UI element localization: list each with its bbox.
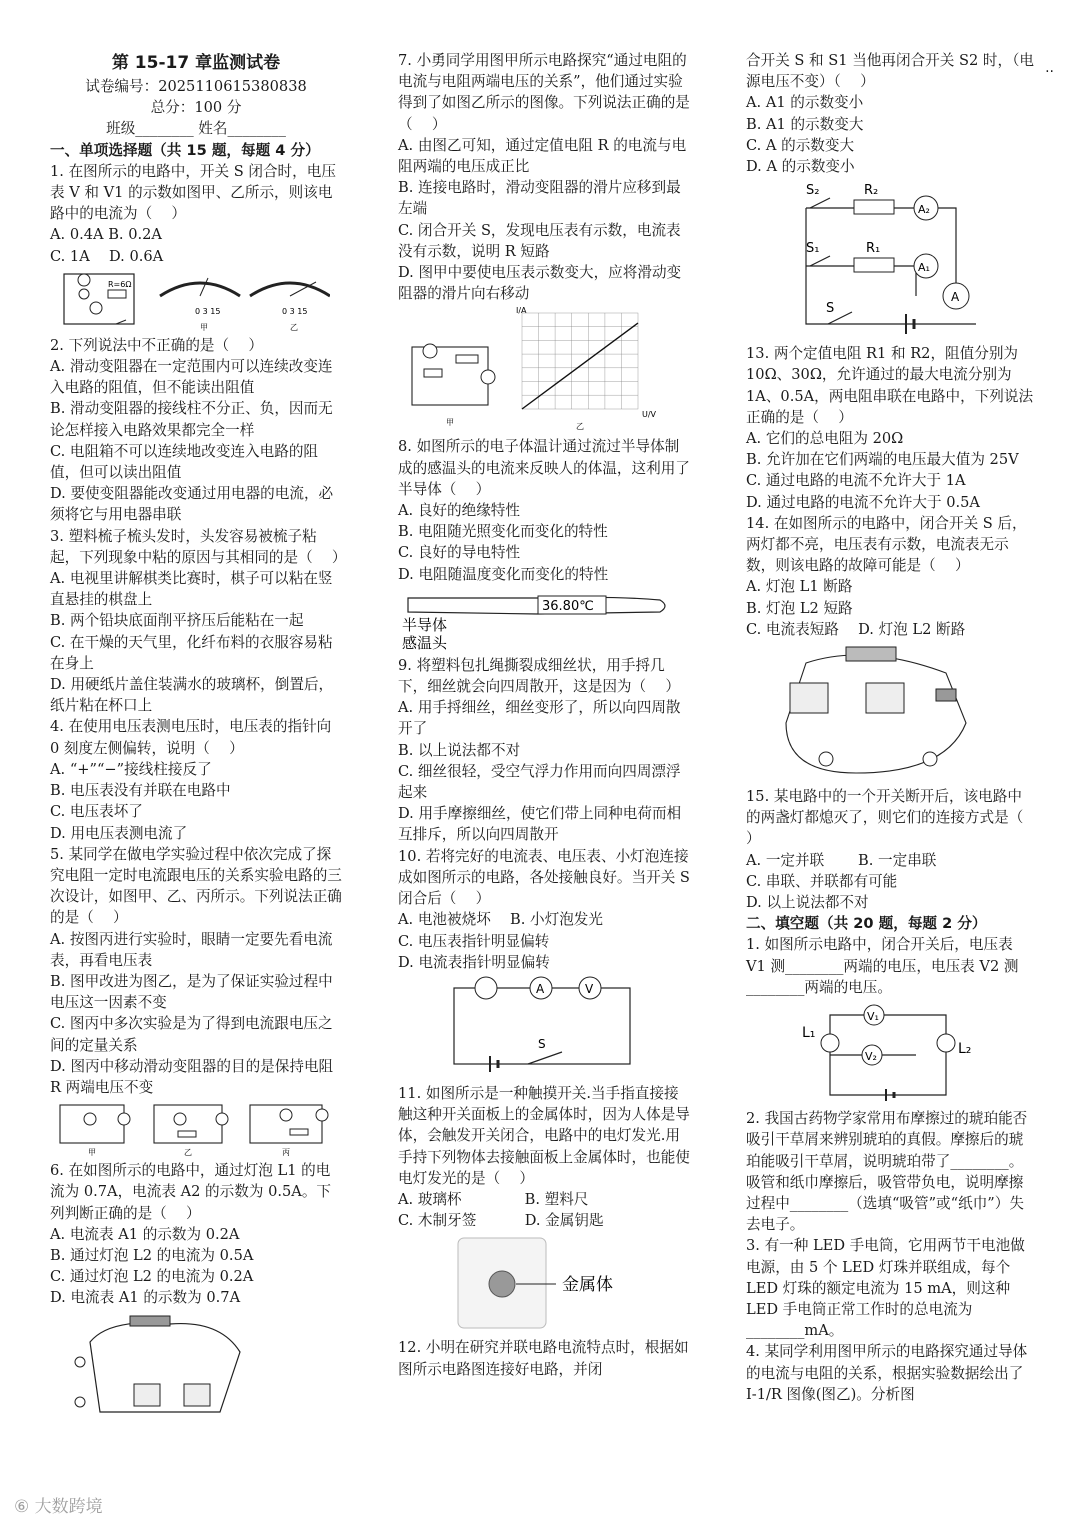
page-corner-mark: ·· bbox=[1045, 64, 1054, 80]
option-line: D. 电流表 A1 的示数为 0.7A bbox=[50, 1289, 241, 1307]
total-score: 总分：100 分 bbox=[150, 99, 242, 117]
svg-text:A₁: A₁ bbox=[918, 261, 930, 275]
question-stem: 4. 某同学利用图甲所示的电路探究通过导体的电流与电阻的关系，根据实验数据绘出了 I-1/R 图像(图乙)。分析图 bbox=[746, 1343, 1028, 1403]
question-4 bbox=[50, 716, 342, 843]
option-line: D. 通过电路的电流不允许大于 0.5A bbox=[746, 493, 980, 511]
svg-text:L₁: L₁ bbox=[802, 1025, 816, 1042]
fig-label-jia: 甲 bbox=[200, 322, 208, 332]
section-heading-1: 一、单项选择题（共 15 题，每题 4 分） bbox=[50, 141, 320, 159]
lamp-l2-icon bbox=[75, 1397, 85, 1407]
question-3 bbox=[50, 526, 347, 717]
svg-text:R₁: R₁ bbox=[866, 241, 881, 257]
svg-text:36.80℃: 36.80℃ bbox=[542, 598, 594, 614]
touch-switch-figure bbox=[398, 1234, 678, 1334]
question-stem: 1. 如图所示电路中，闭合开关后，电压表 V1 测________两端的电压，电压表 V2 测________两端的电压。 bbox=[746, 936, 1019, 996]
option-line: C. 在干燥的天气里，化纤布料的衣服容易粘在身上 bbox=[50, 633, 333, 672]
svg-text:甲: 甲 bbox=[446, 418, 454, 428]
voltmeter-icon bbox=[423, 344, 437, 358]
lamp-l1-icon bbox=[819, 752, 833, 766]
option-line: B. 允许加在它们两端的电压最大值为 25V bbox=[746, 451, 1019, 469]
voltmeter-icon bbox=[174, 1113, 186, 1125]
option-line: A. 0.4A B. 0.2A bbox=[50, 226, 162, 244]
question-13 bbox=[746, 343, 1036, 513]
question-stem: 3. 有一种 LED 手电筒，它用两节干电池做电源，由 5 个 LED 灯珠并联组成，每个 LED 灯珠的额定电流为 15 mA，则这种 LED 手电筒正常工作时的总电流为________mA。 bbox=[746, 1237, 1025, 1340]
question-stem: 合开关 S 和 S1 当他再闭合开关 S2 时，（电源电压不变）（ ） bbox=[746, 52, 1035, 91]
iu-line bbox=[522, 323, 638, 409]
ammeter-icon bbox=[118, 1113, 130, 1125]
ammeter-icon bbox=[316, 1109, 328, 1121]
svg-text:半导体: 半导体 bbox=[402, 615, 448, 634]
svg-text:乙: 乙 bbox=[576, 422, 584, 432]
option-line: C. 电流表短路 D. 灯泡 L2 断路 bbox=[746, 620, 966, 638]
fill-1 bbox=[746, 934, 1036, 998]
option-line: B. 连接电路时，滑动变阻器的滑片应移到最左端 bbox=[398, 179, 681, 218]
option-line: A. 滑动变阻器在一定范围内可以连续改变连入电路的阻值，但不能读出阻值 bbox=[50, 358, 333, 397]
iu-graph bbox=[522, 313, 638, 409]
svg-text:A: A bbox=[951, 290, 960, 305]
thermometer-figure bbox=[398, 588, 678, 652]
question-10 bbox=[398, 846, 690, 973]
lamp-icon bbox=[475, 977, 497, 999]
svg-text:A₂: A₂ bbox=[918, 203, 930, 217]
svg-text:甲: 甲 bbox=[88, 1148, 96, 1158]
option-line: A. 玻璃杯 B. 塑料尺 bbox=[398, 1190, 589, 1208]
option-line: C. 细丝很轻，受空气浮力作用而向四周漂浮起来 bbox=[398, 762, 681, 802]
option-line: C. 通过灯泡 L2 的电流为 0.2A bbox=[50, 1268, 254, 1286]
q5-figure bbox=[50, 1101, 330, 1157]
question-stem: 12. 小明在研究并联电路电流特点时，根据如图所示电路图连接好电路，并闭 bbox=[398, 1339, 689, 1378]
lamp-icon bbox=[79, 289, 89, 299]
option-line: B. 电阻随光照变化而变化的特性 bbox=[398, 523, 608, 541]
question-12-cont bbox=[746, 50, 1036, 177]
q14-circuit-photo bbox=[746, 643, 986, 783]
question-12 bbox=[398, 1337, 690, 1379]
option-line: C. 电阻箱不可以连续地改变连入电路的阻值，但可以读出阻值 bbox=[50, 442, 319, 482]
option-line: A. 灯泡 L1 断路 bbox=[746, 578, 853, 596]
question-6 bbox=[50, 1160, 342, 1308]
q7-figure bbox=[398, 307, 688, 433]
option-line: D. 用硬纸片盖住装满水的玻璃杯，倒置后，纸片粘在杯口上 bbox=[50, 676, 334, 715]
voltmeter-icon bbox=[84, 1113, 96, 1125]
svg-text:S: S bbox=[538, 1036, 546, 1051]
option-line: D. A 的示数变小 bbox=[746, 158, 855, 176]
svg-text:0 3 15: 0 3 15 bbox=[282, 306, 308, 316]
fill1-circuit bbox=[746, 1001, 986, 1105]
option-line: D. 要使变阻器能改变通过用电器的电流，必须将它与用电器串联 bbox=[50, 485, 334, 524]
option-line: B. 灯泡 L2 短路 bbox=[746, 599, 853, 617]
question-stem: 2. 我国古药物学家常用布摩擦过的琥珀能否吸引干草屑来辨别琥珀的真假。摩擦后的琥珀能吸引干草屑，说明琥珀带了________。吸管和纸巾摩擦后，吸管带负电，说明摩擦过程中________（选填“吸管”或“纸巾”）失去电子。 bbox=[746, 1110, 1028, 1234]
column-3 bbox=[746, 50, 1043, 1405]
option-line: D. 电流表指针明显偏转 bbox=[398, 953, 550, 971]
option-line: B. 两个铅块底面削平挤压后能粘在一起 bbox=[50, 612, 304, 630]
option-line: C. 电压表指针明显偏转 bbox=[398, 932, 550, 950]
voltmeter-v1-icon bbox=[78, 274, 90, 286]
svg-text:I/A: I/A bbox=[516, 307, 527, 316]
lamp-l2-icon bbox=[923, 752, 937, 766]
question-stem: 5. 某同学在做电学实验过程中依次完成了探究电阻一定时电流跟电压的关系实验电路的三次设计，如图甲、乙、丙所示。下列说法正确的是（ ） bbox=[50, 845, 342, 927]
option-line: D. 用手摩擦细丝，使它们带上同种电荷而相互排斥，所以向四周散开 bbox=[398, 805, 682, 844]
q12-circuit bbox=[746, 180, 986, 340]
svg-text:U/V: U/V bbox=[642, 410, 657, 420]
question-8 bbox=[398, 436, 690, 584]
option-line: C. 良好的导电特性 bbox=[398, 544, 521, 562]
question-stem: 4. 在使用电压表测电压时，电压表的指针向 0 刻度左侧偏转，说明（ ） bbox=[50, 718, 332, 757]
column-2 bbox=[398, 50, 690, 1380]
option-line: B. 通过灯泡 L2 的电流为 0.5A bbox=[50, 1246, 254, 1264]
paper-id: 试卷编号：2025110615380838 bbox=[85, 78, 307, 95]
question-1 bbox=[50, 161, 342, 267]
question-stem: 1. 在图所示的电路中，开关 S 闭合时，电压表 V 和 V1 的示数如图甲、乙所示，则该电路中的电流为（ ） bbox=[50, 162, 336, 223]
option-line: C. 闭合开关 S，发现电压表有示数，电流表没有示数，说明 R 短路 bbox=[398, 221, 681, 260]
fill-3 bbox=[746, 1235, 1036, 1341]
option-line: A. 电流表 A1 的示数为 0.2A bbox=[50, 1225, 240, 1243]
option-line: C. 木制牙签 D. 金属钥匙 bbox=[398, 1212, 604, 1230]
svg-text:S: S bbox=[826, 301, 835, 317]
fill-4 bbox=[746, 1341, 1036, 1405]
column-1 bbox=[50, 50, 347, 1425]
question-stem: 2. 下列说法中不正确的是（ ） bbox=[50, 336, 263, 354]
option-line: C. 串联、并联都有可能 bbox=[746, 872, 898, 890]
option-line: A. 一定并联 B. 一定串联 bbox=[746, 851, 937, 869]
question-14 bbox=[746, 513, 1036, 640]
section-heading-2: 二、填空题（共 20 题，每题 2 分） bbox=[746, 915, 987, 933]
option-line: A. 电池被烧坏 B. 小灯泡发光 bbox=[398, 911, 603, 929]
question-stem: 15. 某电路中的一个开关断开后，该电路中的两盏灯都熄灭了，则它们的连接方式是（ ） bbox=[746, 788, 1043, 848]
option-line: D. 用电压表测电流了 bbox=[50, 824, 188, 842]
question-stem: 7. 小勇同学用图甲所示电路探究“通过电阻的电流与电阻两端电压的关系”，他们通过实验得到了如图乙所示的图像。下列说法正确的是（ ） bbox=[398, 52, 690, 133]
option-line: D. 以上说法都不对 bbox=[746, 894, 869, 912]
question-stem: 11. 如图所示是一种触摸开关.当手指直接接触这种开关面板上的金属体时，因为人体是导体，会触发开关闭合，电路中的电灯发光.用手持下列物体去接触面板上金属体时，也能使电灯发光的是（ ） bbox=[398, 1084, 690, 1187]
watermark-logo: ⑥ 大数跨境 bbox=[14, 1497, 103, 1517]
option-line: D. 图丙中移动滑动变阻器的目的是保持电阻 R 两端电压不变 bbox=[50, 1057, 334, 1096]
option-line: A. 由图乙可知，通过定值电阻 R 的电流与电阻两端的电压成正比 bbox=[398, 136, 687, 176]
question-15 bbox=[746, 786, 1043, 913]
svg-text:L₂: L₂ bbox=[958, 1041, 972, 1058]
question-7 bbox=[398, 50, 690, 304]
option-line: C. 1A D. 0.6A bbox=[50, 247, 164, 265]
option-line: B. 滑动变阻器的接线柱不分正、负，因而无论怎样接入电路效果都完全一样 bbox=[50, 400, 333, 439]
lamp-l2-icon bbox=[937, 1034, 955, 1052]
question-2 bbox=[50, 335, 342, 526]
voltmeter-v-icon bbox=[90, 302, 102, 314]
question-stem: 13. 两个定值电阻 R1 和 R2，阻值分别为 10Ω、30Ω，允许通过的最大电流分别为 1A、0.5A，两电阻串联在电路中，下列说法正确的是（ ） bbox=[746, 345, 1034, 426]
option-line: B. 图甲改进为图乙，是为了保证实验过程中电压这一因素不变 bbox=[50, 972, 333, 1012]
svg-text:V₁: V₁ bbox=[867, 1010, 879, 1024]
option-line: B. A1 的示数变大 bbox=[746, 115, 864, 133]
question-9 bbox=[398, 655, 690, 846]
ammeter-icon bbox=[481, 370, 495, 384]
resistor-label: R=6Ω bbox=[108, 279, 132, 289]
option-line: A. 按图丙进行实验时，眼睛一定要先看电流表，再看电压表 bbox=[50, 930, 333, 969]
option-line: A. A1 的示数变小 bbox=[746, 94, 864, 112]
svg-text:V₂: V₂ bbox=[865, 1050, 877, 1064]
svg-text:R₂: R₂ bbox=[864, 183, 879, 199]
option-line: C. A 的示数变大 bbox=[746, 136, 855, 154]
svg-text:S₁: S₁ bbox=[806, 241, 820, 257]
svg-text:乙: 乙 bbox=[184, 1148, 192, 1158]
svg-text:S₂: S₂ bbox=[806, 183, 820, 199]
option-line: D. 电阻随温度变化而变化的特性 bbox=[398, 565, 609, 583]
svg-text:丙: 丙 bbox=[282, 1148, 290, 1158]
metal-contact-icon bbox=[489, 1271, 515, 1297]
option-line: C. 通过电路的电流不允许大于 1A bbox=[746, 472, 966, 490]
lamp-l1-icon bbox=[75, 1357, 85, 1367]
option-line: A. “+”“−”接线柱接反了 bbox=[50, 760, 212, 778]
option-line: A. 它们的总电阻为 20Ω bbox=[746, 430, 904, 448]
question-11 bbox=[398, 1083, 690, 1231]
q10-circuit bbox=[398, 976, 678, 1080]
question-stem: 6. 在如图所示的电路中，通过灯泡 L1 的电流为 0.7A，电流表 A2 的示数为 0.5A。下列判断正确的是（ ） bbox=[50, 1162, 332, 1222]
lamp-l1-icon bbox=[821, 1034, 839, 1052]
option-line: B. 电压表没有并联在电路中 bbox=[50, 782, 231, 800]
question-stem: 14. 在如图所示的电路中，闭合开关 S 后，两灯都不亮，电压表有示数，电流表无示数，则该电路的故障可能是（ ） bbox=[746, 514, 1027, 575]
q1-figure bbox=[50, 270, 330, 332]
option-line: A. 用手捋细丝，细丝变形了，所以向四周散开了 bbox=[398, 699, 681, 738]
svg-text:A: A bbox=[536, 981, 545, 996]
fig-label-yi: 乙 bbox=[290, 322, 298, 332]
option-line: B. 以上说法都不对 bbox=[398, 741, 521, 759]
svg-text:V: V bbox=[585, 981, 594, 996]
svg-text:金属体: 金属体 bbox=[562, 1275, 613, 1296]
option-line: A. 良好的绝缘特性 bbox=[398, 502, 520, 520]
voltmeter-icon bbox=[280, 1109, 292, 1121]
option-line: C. 电压表坏了 bbox=[50, 803, 143, 821]
q6-circuit-photo bbox=[50, 1312, 250, 1422]
option-line: D. 图甲中要使电压表示数变大，应将滑动变阻器的滑片向右移动 bbox=[398, 264, 682, 303]
fill-2 bbox=[746, 1108, 1036, 1235]
page-title: 第 15-17 章监测试卷 bbox=[111, 53, 281, 73]
switch-s-icon bbox=[936, 689, 956, 701]
question-stem: 3. 塑料梳子梳头发时，头发容易被梳子粘起，下列现象中粘的原因与其相同的是（ ） bbox=[50, 527, 347, 566]
question-stem: 10. 若将完好的电流表、电压表、小灯泡连接成如图所示的电路，各处接触良好。当开关 S 闭合后（ ） bbox=[398, 847, 690, 908]
svg-text:0 3 15: 0 3 15 bbox=[195, 306, 221, 316]
class-name-line: 班级________ 姓名________ bbox=[106, 120, 286, 138]
option-line: A. 电视里讲解棋类比赛时，棋子可以粘在竖直悬挂的棋盘上 bbox=[50, 570, 333, 609]
ammeter-icon bbox=[216, 1113, 228, 1125]
option-line: C. 图丙中多次实验是为了得到电流跟电压之间的定量关系 bbox=[50, 1015, 333, 1054]
svg-text:感温头: 感温头 bbox=[402, 633, 448, 652]
question-5 bbox=[50, 844, 342, 1098]
question-stem: 9. 将塑料包扎绳撕裂成细丝状，用手捋几下，细丝就会向四周散开，这是因为（ ） bbox=[398, 656, 680, 696]
question-stem: 8. 如图所示的电子体温计通过流过半导体制成的感温头的电流来反映人的体温，这利用了半导体（ ） bbox=[398, 438, 690, 498]
